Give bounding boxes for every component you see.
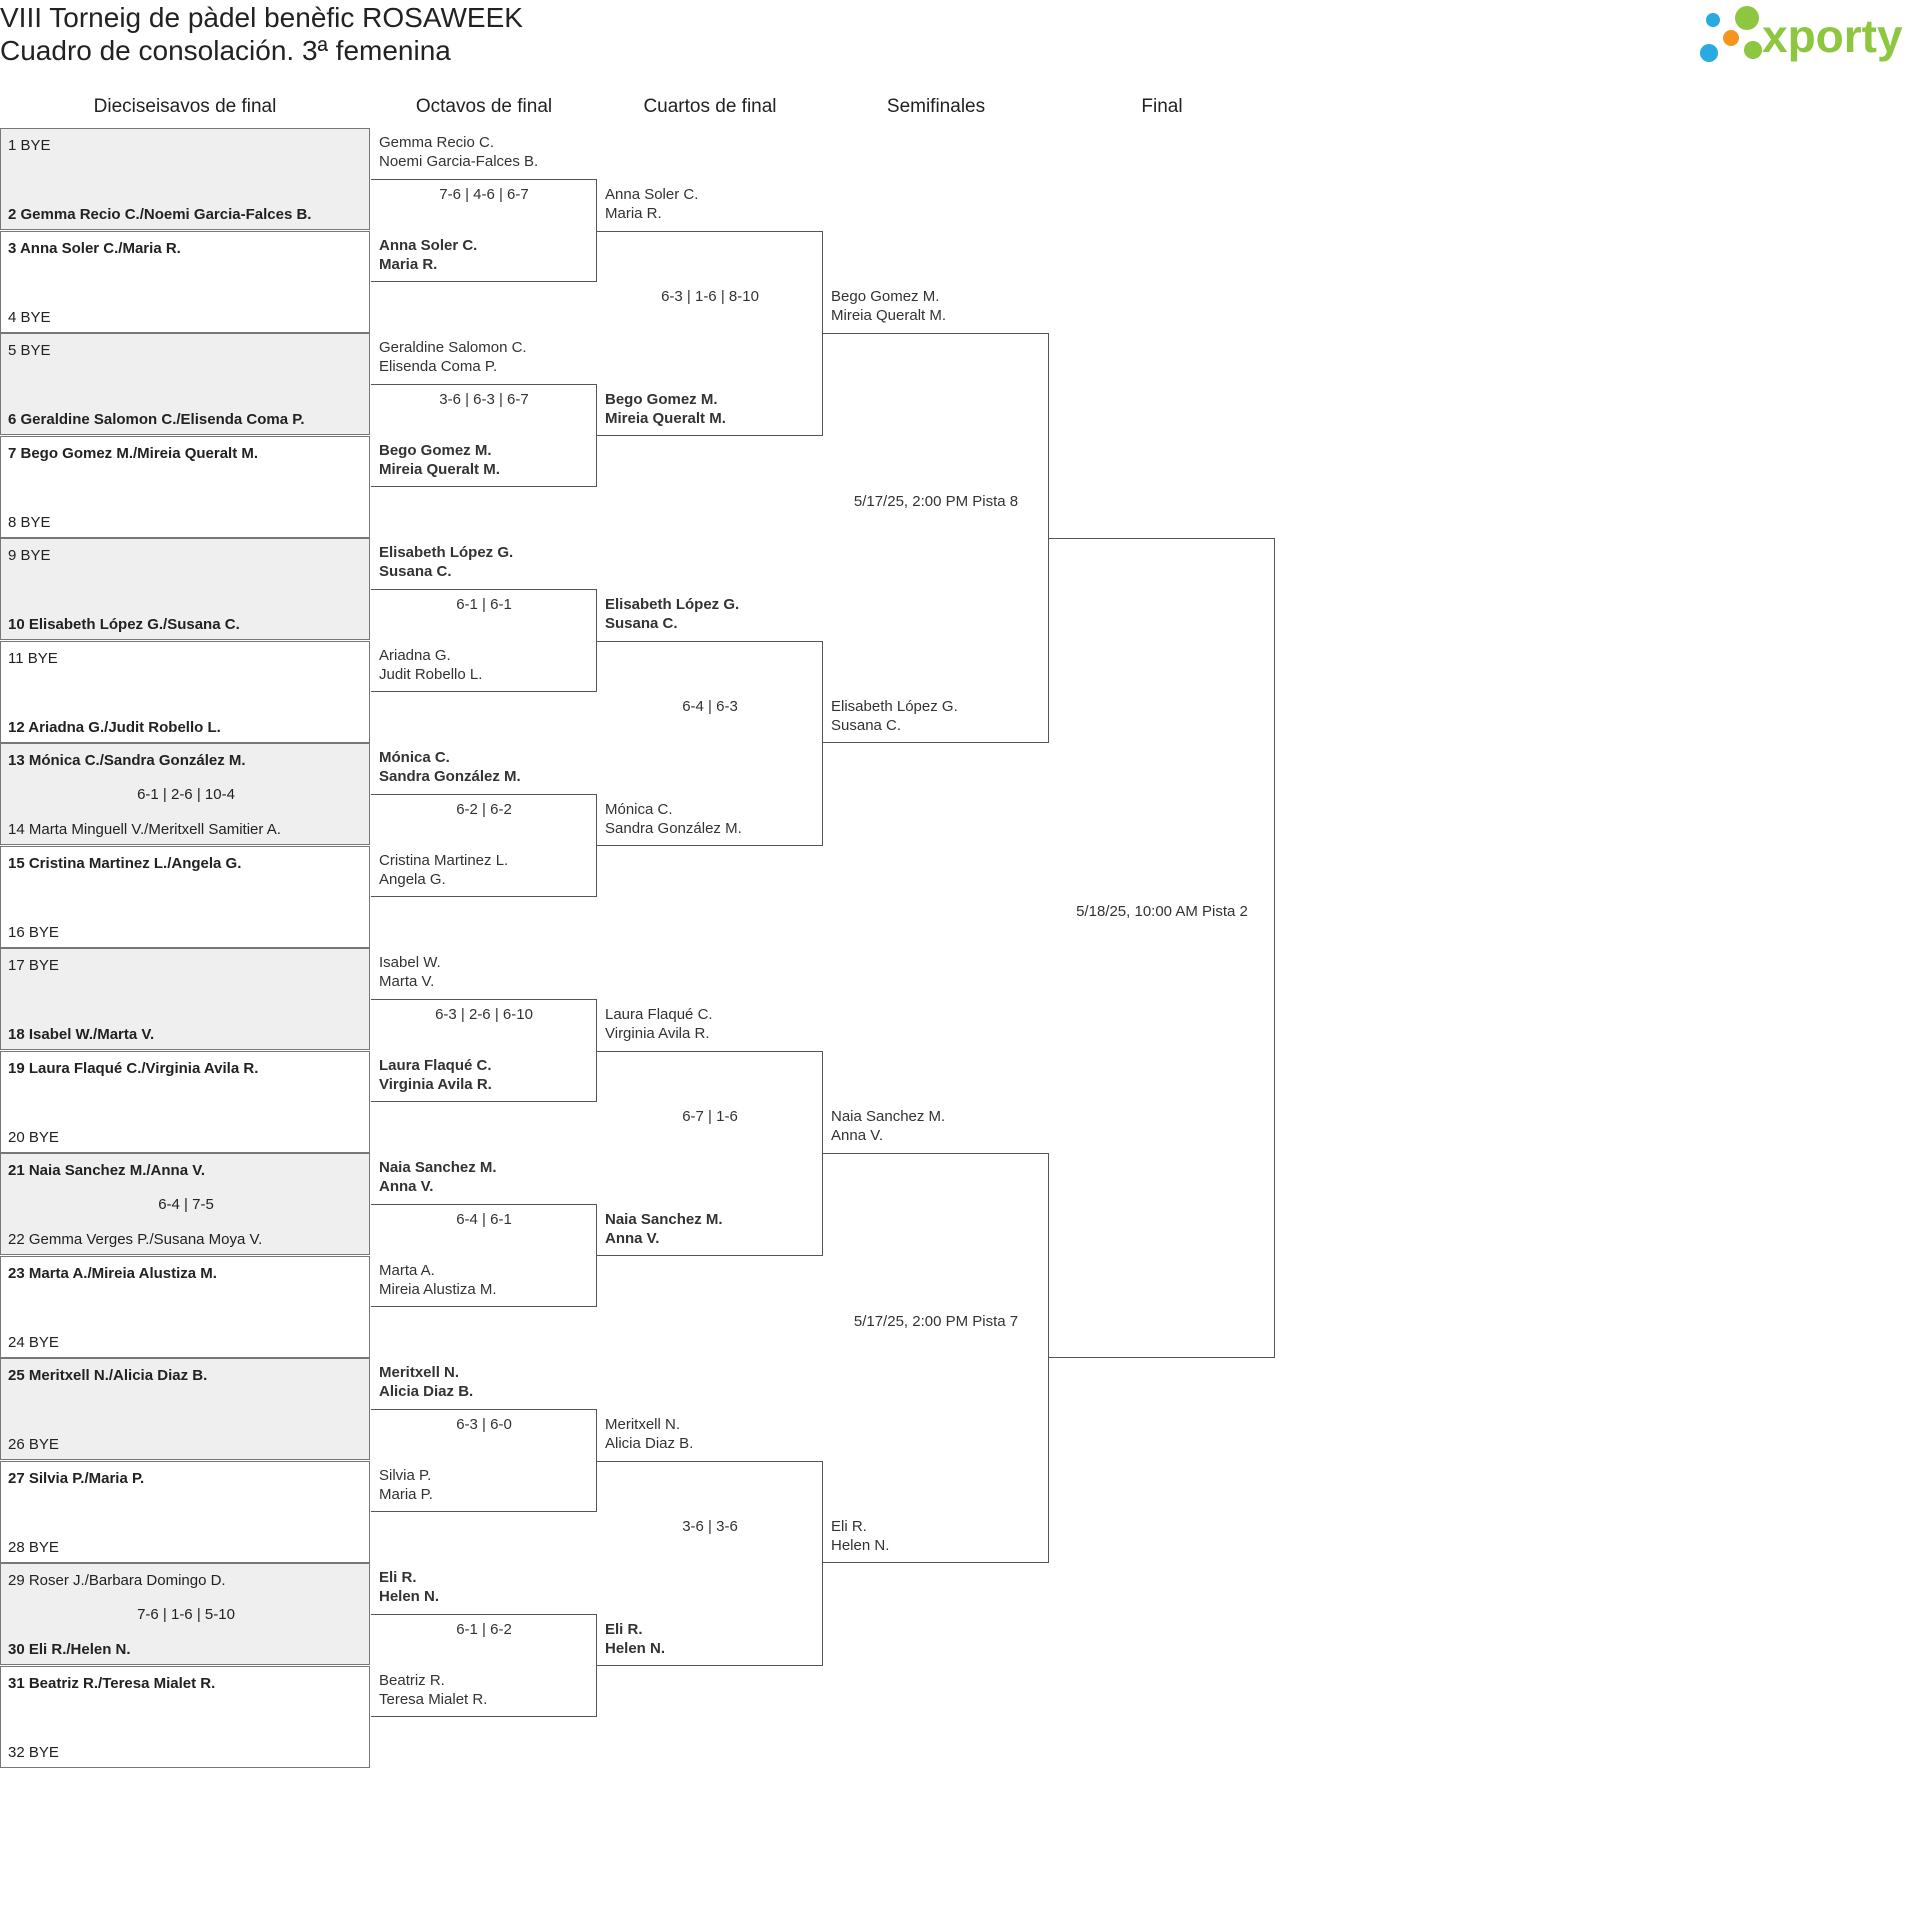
player-name: Elisabeth López G. <box>605 595 740 613</box>
round-header: Semifinales <box>886 96 986 117</box>
team-slot: 10 Elisabeth López G./Susana C. <box>8 616 240 633</box>
player-name: Susana C. <box>605 614 678 632</box>
team-slot: 11 BYE <box>8 649 58 667</box>
round-header: Octavos de final <box>415 96 553 117</box>
player-name: Eli R. <box>831 1518 867 1535</box>
r8-score: 6-2 | 6-2 <box>456 800 512 818</box>
bracket-connector <box>823 333 1049 743</box>
team-slot: 3 Anna Soler C./Maria R. <box>8 239 181 257</box>
r8-score: 6-1 | 6-2 <box>456 1620 512 1638</box>
player-name: Alicia Diaz B. <box>605 1434 694 1452</box>
r8-team <box>379 646 482 684</box>
team-slot: 13 Mónica C./Sandra González M. <box>8 752 246 769</box>
match-box <box>0 1153 370 1255</box>
player-name: Mónica C. <box>605 800 673 818</box>
player-name: Silvia P. <box>379 1466 432 1484</box>
r8-team <box>379 236 477 274</box>
r8-team <box>379 953 441 991</box>
r8-score: 3-6 | 6-3 | 6-7 <box>439 390 529 408</box>
r8-team <box>379 543 513 581</box>
team-slot: 16 BYE <box>8 923 59 941</box>
team-slot: 29 Roser J./Barbara Domingo D. <box>8 1572 226 1589</box>
r8-score: 6-1 | 6-1 <box>456 595 512 613</box>
player-name: Marta A. <box>379 1261 435 1279</box>
qf-score: 3-6 | 3-6 <box>682 1518 738 1535</box>
team-slot: 12 Ariadna G./Judit Robello L. <box>8 718 221 736</box>
round-header: Final <box>1141 96 1183 117</box>
round-header: Dieciseisavos de final <box>93 96 277 117</box>
bracket-connector <box>823 1153 1049 1563</box>
team-slot: 18 Isabel W./Marta V. <box>8 1026 155 1043</box>
player-name: Geraldine Salomon C. <box>379 339 527 357</box>
player-name: Noemi Garcia-Falces B. <box>379 153 539 171</box>
player-name: Elisenda Coma P. <box>379 358 498 376</box>
player-name: Virginia Avila R. <box>605 1024 710 1042</box>
qf-team <box>605 595 739 633</box>
sf-score: 5/17/25, 2:00 PM Pista 7 <box>853 1313 1019 1330</box>
player-name: Cristina Martinez L. <box>379 851 509 869</box>
player-name: Maria P. <box>379 1485 433 1503</box>
match-box <box>0 1256 370 1358</box>
player-name: Anna Soler C. <box>379 236 478 254</box>
sf-score: 5/17/25, 2:00 PM Pista 8 <box>853 493 1019 510</box>
player-name: Gemma Recio C. <box>379 134 495 152</box>
tournament-title: VIII Torneig de pàdel benèfic ROSAWEEK <box>0 2 523 33</box>
sf-team <box>831 1517 889 1555</box>
match-box <box>0 846 370 948</box>
player-name: Anna Soler C. <box>605 185 699 203</box>
r8-team <box>379 441 500 479</box>
match-box <box>0 641 370 743</box>
player-name: Naia Sanchez M. <box>831 1108 946 1125</box>
player-name: Bego Gomez M. <box>831 288 940 305</box>
round-header: Cuartos de final <box>643 96 777 117</box>
match-box <box>0 538 370 640</box>
r8-score: 6-3 | 2-6 | 6-10 <box>435 1005 533 1023</box>
player-name: Judit Robello L. <box>379 665 483 683</box>
qf-team <box>605 1620 665 1658</box>
r8-team <box>379 1671 487 1709</box>
team-slot: 30 Eli R./Helen N. <box>8 1641 131 1658</box>
match-box <box>0 1358 370 1460</box>
player-name: Naia Sanchez M. <box>379 1159 497 1177</box>
player-name: Helen N. <box>379 1588 440 1606</box>
match-box <box>0 1461 370 1563</box>
player-name: Meritxell N. <box>605 1415 681 1433</box>
player-name: Angela G. <box>379 870 446 888</box>
team-slot: 8 BYE <box>8 513 51 531</box>
team-slot: 17 BYE <box>8 957 59 974</box>
team-slot: 24 BYE <box>8 1333 59 1351</box>
qf-team <box>605 1005 713 1043</box>
player-name: Helen N. <box>831 1537 890 1554</box>
team-slot: 6 Geraldine Salomon C./Elisenda Coma P. <box>8 411 305 428</box>
r8-team <box>379 1466 433 1504</box>
player-name: Naia Sanchez M. <box>605 1210 723 1228</box>
qf-score: 6-7 | 1-6 <box>682 1108 738 1125</box>
match-box <box>0 436 370 538</box>
r8-score: 6-4 | 6-1 <box>456 1210 512 1228</box>
match-box <box>0 231 370 333</box>
player-name: Helen N. <box>605 1639 666 1657</box>
team-slot: 14 Marta Minguell V./Meritxell Samitier A. <box>8 821 281 838</box>
r8-team <box>379 1363 473 1401</box>
player-name: Meritxell N. <box>379 1364 460 1382</box>
player-name: Susana C. <box>831 717 902 734</box>
player-name: Alicia Diaz B. <box>379 1383 474 1401</box>
match-score: 6-1 | 2-6 | 10-4 <box>137 786 235 803</box>
player-name: Elisabeth López G. <box>379 544 514 562</box>
xporty-logo <box>1695 0 1920 70</box>
team-slot: 31 Beatriz R./Teresa Mialet R. <box>8 1674 216 1692</box>
team-slot: 27 Silvia P./Maria P. <box>8 1469 145 1487</box>
player-name: Sandra González M. <box>605 819 742 837</box>
qf-team <box>605 1210 723 1248</box>
player-name: Isabel W. <box>379 954 441 972</box>
player-name: Virginia Avila R. <box>379 1075 492 1093</box>
team-slot: 21 Naia Sanchez M./Anna V. <box>8 1162 206 1179</box>
team-slot: 32 BYE <box>8 1743 59 1761</box>
player-name: Teresa Mialet R. <box>379 1690 488 1708</box>
player-name: Maria R. <box>605 204 662 222</box>
final-score: 5/18/25, 10:00 AM Pista 2 <box>1076 903 1248 920</box>
player-name: Anna V. <box>379 1178 434 1196</box>
player-name: Bego Gomez M. <box>605 390 718 408</box>
match-box <box>0 1051 370 1153</box>
player-name: Anna V. <box>605 1229 660 1247</box>
player-name: Anna V. <box>831 1127 883 1144</box>
team-slot: 20 BYE <box>8 1128 59 1146</box>
player-name: Mireia Queralt M. <box>831 307 947 324</box>
team-slot: 19 Laura Flaqué C./Virginia Avila R. <box>8 1059 259 1077</box>
svg-text:xporty: xporty <box>1762 10 1903 62</box>
team-slot: 7 Bego Gomez M./Mireia Queralt M. <box>8 444 259 462</box>
player-name: Maria R. <box>379 255 438 273</box>
player-name: Beatriz R. <box>379 1671 445 1689</box>
r8-score: 7-6 | 4-6 | 6-7 <box>439 185 529 203</box>
player-name: Marta V. <box>379 973 435 991</box>
player-name: Elisabeth López G. <box>831 698 958 715</box>
r8-team <box>379 133 538 171</box>
qf-team <box>605 1415 693 1453</box>
player-name: Bego Gomez M. <box>379 441 492 459</box>
team-slot: 28 BYE <box>8 1538 59 1556</box>
sf-team <box>831 697 958 735</box>
match-box <box>0 128 370 230</box>
bracket-connector <box>1049 538 1275 1358</box>
draw-subtitle: Cuadro de consolación. 3ª femenina <box>0 35 451 66</box>
match-score: 6-4 | 7-5 <box>158 1196 214 1213</box>
r8-team <box>379 1568 439 1606</box>
team-slot: 5 BYE <box>8 342 51 359</box>
r8-team <box>379 1261 497 1299</box>
team-slot: 26 BYE <box>8 1436 59 1453</box>
match-box <box>0 948 370 1050</box>
team-slot: 23 Marta A./Mireia Alustiza M. <box>8 1264 217 1282</box>
qf-team <box>605 390 726 428</box>
player-name: Eli R. <box>605 1620 643 1638</box>
qf-team <box>605 185 698 223</box>
match-box <box>0 333 370 435</box>
player-name: Sandra González M. <box>379 768 521 786</box>
sf-team <box>831 1107 945 1145</box>
player-name: Laura Flaqué C. <box>379 1056 492 1074</box>
team-slot: 1 BYE <box>8 137 51 154</box>
qf-score: 6-4 | 6-3 <box>682 698 738 715</box>
player-name: Susana C. <box>379 563 452 581</box>
player-name: Mireia Queralt M. <box>379 460 500 478</box>
match-box <box>0 743 370 845</box>
match-box <box>0 1563 370 1665</box>
r8-team <box>379 851 508 889</box>
team-slot: 15 Cristina Martinez L./Angela G. <box>8 854 242 872</box>
team-slot: 4 BYE <box>8 308 51 326</box>
player-name: Mónica C. <box>379 749 450 767</box>
r8-team <box>379 748 521 786</box>
player-name: Eli R. <box>379 1569 417 1587</box>
player-name: Mireia Alustiza M. <box>379 1280 497 1298</box>
player-name: Ariadna G. <box>379 646 451 664</box>
team-slot: 9 BYE <box>8 547 51 564</box>
team-slot: 2 Gemma Recio C./Noemi Garcia-Falces B. <box>8 206 312 223</box>
player-name: Laura Flaqué C. <box>605 1005 713 1023</box>
r8-team <box>379 338 527 376</box>
team-slot: 25 Meritxell N./Alicia Diaz B. <box>8 1367 208 1384</box>
player-name: Mireia Queralt M. <box>605 409 726 427</box>
team-slot: 22 Gemma Verges P./Susana Moya V. <box>8 1231 263 1248</box>
sf-team <box>831 287 946 325</box>
match-score: 7-6 | 1-6 | 5-10 <box>137 1606 235 1623</box>
match-box <box>0 1666 370 1768</box>
r8-score: 6-3 | 6-0 <box>456 1415 512 1433</box>
r8-team <box>379 1056 492 1094</box>
qf-team <box>605 800 742 838</box>
qf-score: 6-3 | 1-6 | 8-10 <box>661 288 759 305</box>
r8-team <box>379 1158 497 1196</box>
